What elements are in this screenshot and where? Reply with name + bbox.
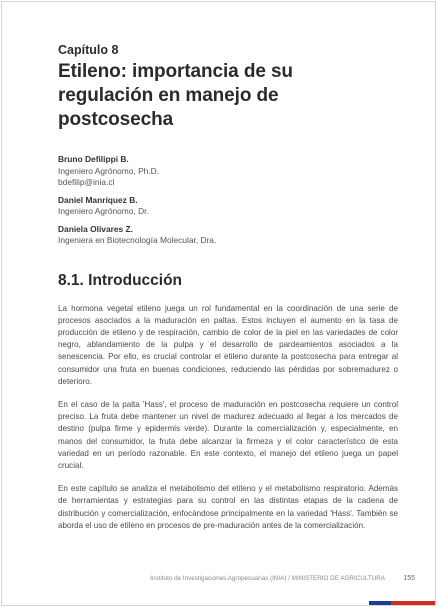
flag-red-segment — [391, 601, 435, 605]
author-entry — [58, 154, 398, 189]
chapter-title-line: Etileno: importancia de su — [58, 61, 293, 82]
page-number: 155 — [403, 575, 415, 582]
flag-stripe — [2, 598, 435, 605]
paragraph: En el caso de la palta 'Hass', el proceso de maduración en postcosecha requiere un control preciso. La fruta debe mantener un nivel de madurez adecuado al llegar a los mercados de destino (pulpa firme y epidermis verde). Durante la comercialización y, especialmente, en manos del consumidor, la fruta debe alcanzar la firmeza y el color característico de esta variedad en un período razonable. En este contexto, el manejo del etileno juega un papel crucial. — [58, 399, 398, 470]
author-name: Daniela Olivares Z. — [58, 223, 133, 234]
page-content — [58, 43, 398, 543]
author-entry — [58, 224, 398, 247]
author-name: Bruno Defilippi B. — [58, 154, 129, 164]
section-heading: 8.1. Introducción — [58, 271, 183, 289]
chapter-title-line: regulación en manejo de postcosecha — [58, 85, 279, 130]
author-title: Ingeniero Agrónomo, Ph.D. — [58, 165, 160, 176]
paragraph: La hormona vegetal etileno juega un rol fundamental en la coordinación de una serie de procesos asociados a la maduración en paltas. Estos incluyen el aumento en la tasa de producción de etileno y de respiración, cambio de color de la piel en las variedades de color negro, ablandamiento de la pulpa y el desarrollo de pardeamientos asociados a la senescencia. Por ello, es crucial controlar el etileno durante la postcosecha para entregar al consumidor una fruta en buenas condiciones, reduciendo las pérdidas por sobremadurez o deterioro. — [58, 303, 398, 386]
author-title: Ingeniera en Biotecnología Molecular, Dra. — [58, 235, 217, 245]
document-page — [1, 1, 436, 606]
footer-institution: Instituto de Investigaciones Agropecuarias (INIA) / MINISTERIO DE AGRICULTURA — [150, 575, 385, 582]
author-email: bdefilip@inia.cl — [58, 177, 115, 187]
flag-blue-segment — [369, 601, 391, 605]
chapter-label: Capítulo 8 — [58, 43, 119, 57]
author-list — [58, 154, 398, 247]
chapter-title — [58, 60, 398, 132]
author-title: Ingeniero Agrónomo, Dr. — [58, 206, 149, 216]
author-name: Daniel Manríquez B. — [58, 194, 138, 205]
author-entry — [58, 195, 398, 218]
body-text — [58, 303, 398, 532]
paragraph: En este capítulo se analiza el metabolismo del etileno y el metabolismo respiratorio. Además de herramientas y estrategias para su control en las distintas etapas de la cadena de distribución y comercialización, enfocándose principalmente en la variedad 'Hass'. También se aborda el uso de etileno en procesos de pre-maduración antes de la comercialización. — [58, 484, 398, 530]
